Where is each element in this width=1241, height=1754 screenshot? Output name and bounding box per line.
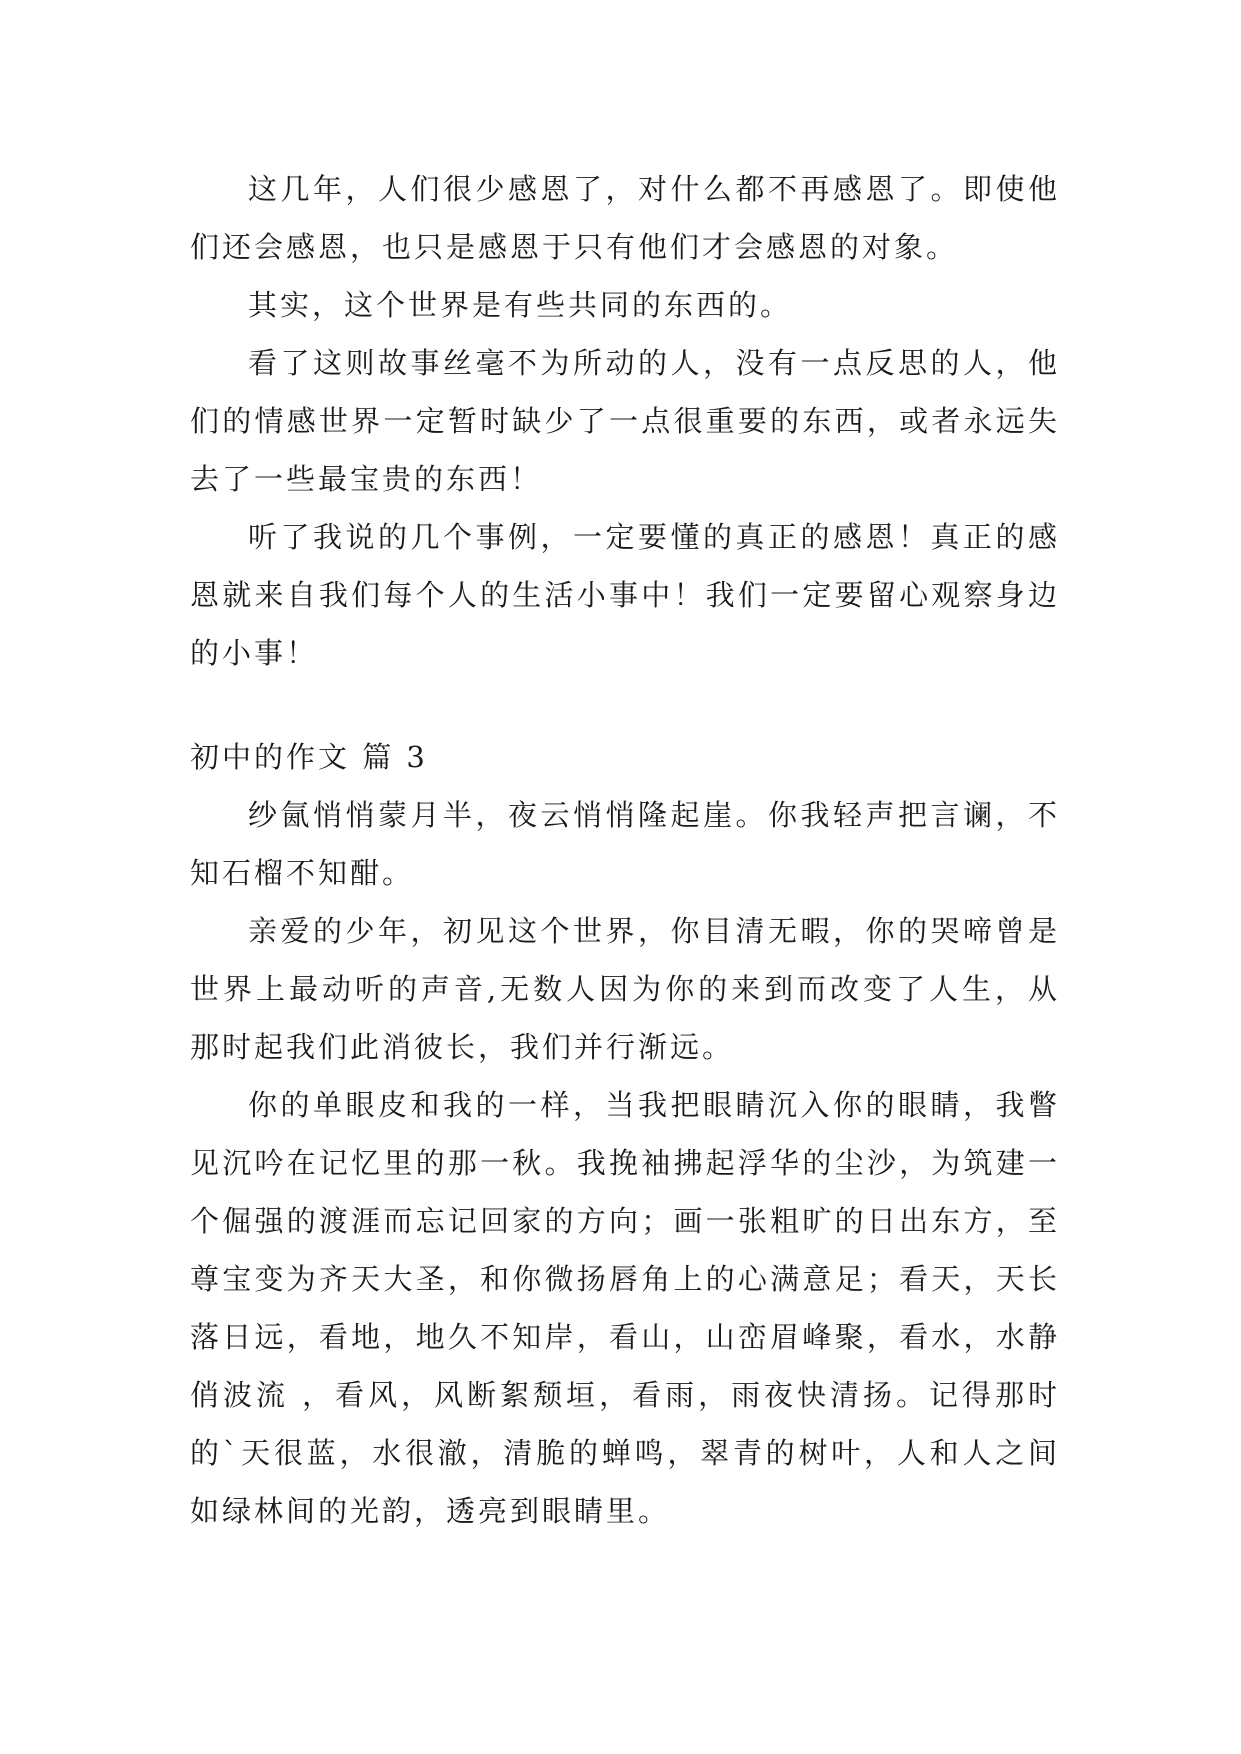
paragraph-true-gratitude: 听了我说的几个事例，一定要懂的真正的感恩！真正的感恩就来自我们每个人的生活小事中！我们一定要留心观察身边的小事！ [190,520,1060,670]
paragraph-common-things: 其实，这个世界是有些共同的东西的。 [248,288,793,322]
section-title: 初中的作文 篇 3 [190,740,428,774]
paragraph-gratitude-intro: 这几年，人们很少感恩了，对什么都不再感恩了。即使他们还会感恩，也只是感恩于只有他们才会感恩的对象。 [190,172,1060,264]
paragraph-dear-youth: 亲爱的少年，初见这个世界，你目清无暇，你的哭啼曾是世界上最动听的声音,无数人因为你的来到而改变了人生，从那时起我们此消彼长，我们并行渐远。 [190,914,1060,1064]
paragraph-reflection: 看了这则故事丝毫不为所动的人，没有一点反思的人，他们的情感世界一定暂时缺少了一点很重要的东西，或者永远失去了一些最宝贵的东西！ [190,346,1060,496]
paragraph-poem: 纱氤悄悄蒙月半，夜云悄悄隆起崖。你我轻声把言谰，不知石榴不知酣。 [190,798,1060,890]
paragraph-memories: 你的单眼皮和我的一样，当我把眼睛沉入你的眼睛，我瞥见沉吟在记忆里的那一秋。我挽袖拂起浮华的尘沙，为筑建一个倔强的渡涯而忘记回家的方向；画一张粗旷的日出东方，至尊宝变为齐天大圣，和你微扬唇角上的心满意足；看天，天长落日远，看地，地久不知岸，看山，山峦眉峰聚，看水，水静俏波流 ，看风，风断絮颓垣，看雨，雨夜快清扬。记得那时的`天很蓝，水很澈，清脆的蝉鸣，翠青的树叶，人和人之间如绿林间的光韵，透亮到眼睛里。 [190,1088,1060,1528]
document-body [190,160,1060,1540]
